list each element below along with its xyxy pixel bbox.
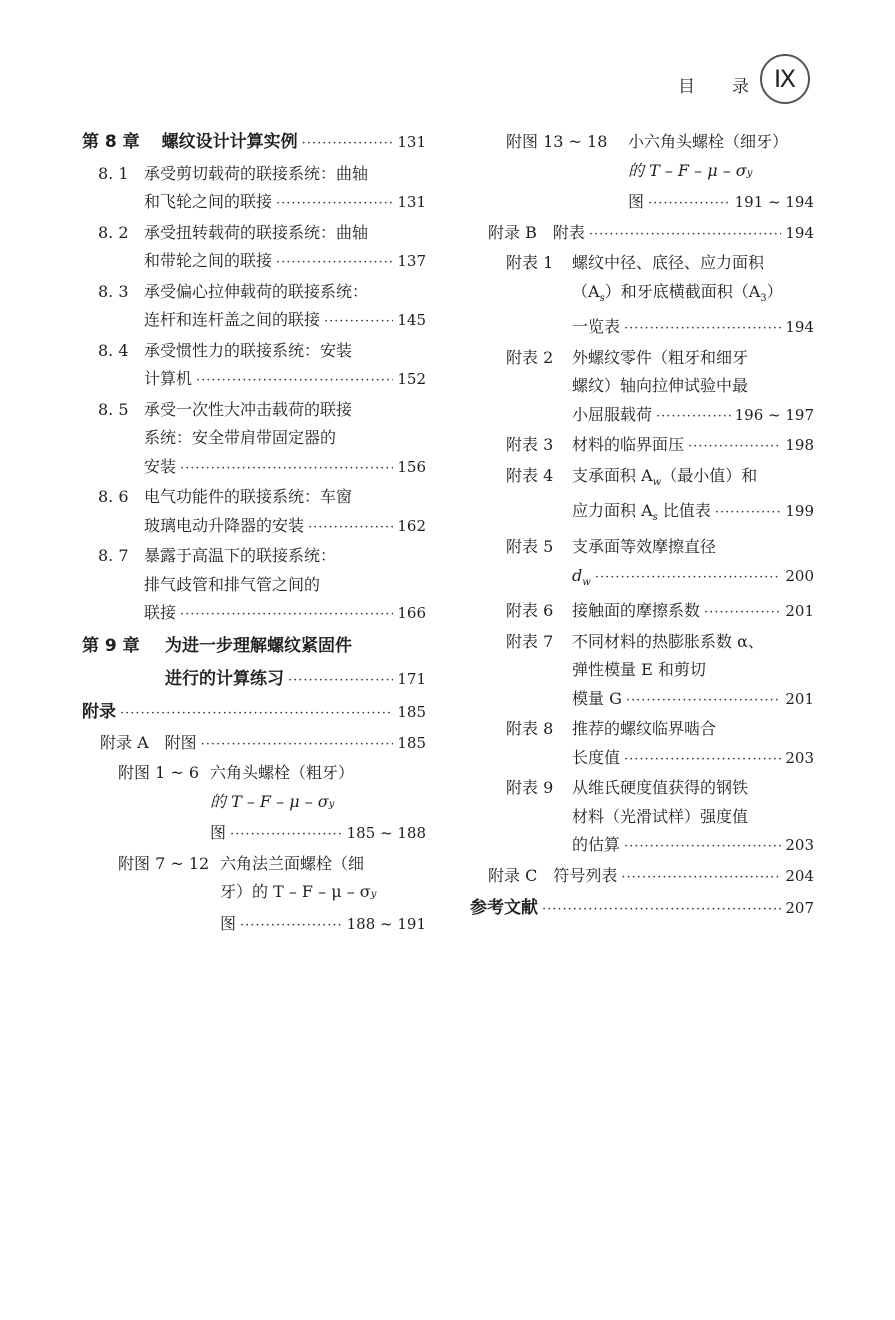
page-ref: 203 <box>785 748 814 767</box>
section-title-line: 玻璃电动升降器的安装 <box>144 515 305 535</box>
table-number: 附表 1 <box>506 253 554 272</box>
appendix-title: 附录 <box>82 701 116 722</box>
section-number: 8. 3 <box>98 281 129 301</box>
chapter-number: 第 9 章 <box>82 635 140 656</box>
leader-dots <box>624 746 781 775</box>
leader-dots <box>704 599 781 628</box>
page-ref: 166 <box>397 604 426 622</box>
toc-table-5[interactable] <box>470 533 814 597</box>
page-ref: 145 <box>397 311 426 329</box>
figure-title-line: 小六角头螺栓（细牙） <box>628 132 789 151</box>
figure-title-line: 的 T – F – μ – σ <box>628 160 747 180</box>
toc-table-7[interactable] <box>470 628 814 716</box>
leader-dots <box>288 664 393 697</box>
page-ref: 162 <box>397 516 426 535</box>
section-title-line: 计算机 <box>144 369 193 388</box>
figure-title-line: 图 <box>210 823 227 842</box>
page-ref: 137 <box>397 252 426 270</box>
figure-range: 附图 1 ~ 6 <box>118 763 200 782</box>
page-ref: 185 <box>397 733 426 752</box>
toc-section-8-7[interactable] <box>82 542 426 630</box>
figure-title-line: 六角头螺栓（粗牙） <box>210 763 355 782</box>
page-ref: 185 ~ 188 <box>346 824 426 842</box>
toc-section-8-6[interactable] <box>82 483 426 542</box>
toc-figures-13-18[interactable] <box>470 128 814 219</box>
table-title-line: 的估算 <box>572 835 621 855</box>
toc-table-9[interactable] <box>470 774 814 862</box>
page-ref: 194 <box>785 223 814 242</box>
leader-dots <box>180 601 393 630</box>
table-title-line: 材料的临界面压 <box>572 435 685 455</box>
page-ref: 201 <box>785 689 814 708</box>
page-ref: 200 <box>785 566 814 585</box>
toc-section-8-5[interactable] <box>82 396 426 484</box>
section-title-line: 联接 <box>144 603 177 622</box>
toc-appendix[interactable] <box>82 697 426 729</box>
subscript: y <box>746 167 753 179</box>
page-ref: 194 <box>785 318 814 337</box>
toc-section-8-2[interactable] <box>82 219 426 278</box>
figure-title-line: 图 <box>628 192 645 211</box>
subscript: w <box>652 476 662 488</box>
leader-dots <box>715 499 781 528</box>
section-number: 8. 7 <box>98 546 129 565</box>
subscript: s <box>652 512 658 524</box>
toc-appendix-c[interactable] <box>470 862 814 893</box>
table-title-line: 螺纹中径、底径、应力面积 <box>572 253 765 272</box>
toc-appendix-a[interactable] <box>82 729 426 760</box>
references-title: 参考文献 <box>470 898 538 919</box>
section-title-line: 和飞轮之间的联接 <box>144 192 273 211</box>
table-title-line: 长度值 <box>572 747 621 767</box>
subscript: w <box>582 576 591 588</box>
toc-chapter-9[interactable] <box>82 630 426 697</box>
toc-figures-7-12[interactable] <box>82 850 426 941</box>
leader-dots <box>180 455 393 484</box>
table-title-line: 小屈服载荷 <box>572 404 653 424</box>
section-number: 8. 1 <box>98 163 129 183</box>
page-ref: 204 <box>785 866 814 885</box>
leader-dots <box>621 864 781 893</box>
table-title-part: d <box>572 565 583 585</box>
section-number: 8. 6 <box>98 487 129 506</box>
page-ref: 131 <box>397 133 426 151</box>
table-number: 附表 5 <box>506 537 554 557</box>
table-number: 附表 4 <box>506 465 554 485</box>
leader-dots <box>230 821 343 850</box>
section-title-line: 连杆和连杆盖之间的联接 <box>144 310 321 329</box>
page-ref: 207 <box>785 899 814 918</box>
table-title-line: 弹性模量 E 和剪切 <box>572 660 706 680</box>
toc-right-column <box>470 128 814 926</box>
table-title-part: ） <box>766 281 783 301</box>
table-title-line: 一览表 <box>572 317 621 337</box>
toc-section-8-1[interactable] <box>82 160 426 219</box>
chapter-number: 第 8 章 <box>82 132 140 152</box>
toc-table-2[interactable] <box>470 344 814 432</box>
leader-dots <box>542 894 781 926</box>
toc-figures-1-6[interactable] <box>82 759 426 850</box>
figure-title-line: 牙）的 T – F – μ – σ <box>220 882 371 901</box>
appendix-c-title: 附录 C 符号列表 <box>488 865 618 885</box>
leader-dots <box>624 315 781 344</box>
page-ref: 201 <box>785 602 814 621</box>
table-title-part: 支承面积 A <box>572 465 653 485</box>
table-title-line: 从维氏硬度值获得的钢铁 <box>572 778 749 798</box>
leader-dots <box>595 564 782 593</box>
toc-table-1[interactable] <box>470 249 814 344</box>
page-ref: 203 <box>785 836 814 855</box>
chapter-title-line: 进行的计算练习 <box>165 668 284 689</box>
table-title-part: ）和牙底横截面积（A <box>604 281 761 301</box>
page-ref: 156 <box>397 457 426 476</box>
leader-dots <box>626 687 781 716</box>
leader-dots <box>276 190 393 219</box>
leader-dots <box>196 367 393 396</box>
section-number: 8. 2 <box>98 222 129 242</box>
subscript: s <box>599 292 605 304</box>
section-title-line: 承受剪切载荷的联接系统：曲轴 <box>144 163 369 183</box>
table-title-line: 外螺纹零件（粗牙和细牙 <box>572 347 749 367</box>
section-title-line: 排气歧管和排气管之间的 <box>144 574 321 594</box>
page-ref: 199 <box>785 502 814 521</box>
leader-dots <box>324 308 393 337</box>
subscript: y <box>328 798 335 810</box>
table-title-line: 材料（光滑试样）强度值 <box>572 806 749 826</box>
toc-table-4[interactable] <box>470 462 814 533</box>
subscript: y <box>370 889 377 900</box>
table-title-line: 接触面的摩擦系数 <box>572 601 701 621</box>
section-number: 8. 5 <box>98 399 129 419</box>
figure-range: 附图 7 ~ 12 <box>118 853 210 873</box>
leader-dots <box>648 190 731 219</box>
header-char-lu: 录 <box>732 77 749 97</box>
table-number: 附表 6 <box>506 601 554 621</box>
leader-dots <box>120 698 393 729</box>
table-title-line: 支承面等效摩擦直径 <box>572 537 717 557</box>
table-number: 附表 7 <box>506 631 554 651</box>
figure-title-line: 图 <box>220 913 237 933</box>
toc-appendix-b[interactable] <box>470 219 814 250</box>
appendix-b-title: 附录 B 附表 <box>488 222 585 242</box>
subscript: 3 <box>760 292 767 304</box>
leader-dots <box>240 912 343 941</box>
table-title-line: 螺纹）轴向拉伸试验中最 <box>572 376 749 396</box>
chapter-title-line: 为进一步理解螺纹紧固件 <box>165 635 352 656</box>
figure-title-line: 六角法兰面螺栓（细 <box>220 853 365 873</box>
table-title-line: 推荐的螺纹临界啮合 <box>572 719 717 739</box>
page-ref: 188 ~ 191 <box>346 914 426 933</box>
leader-dots <box>688 433 781 462</box>
page-ref: 171 <box>397 669 426 688</box>
toc-table-8[interactable] <box>470 715 814 774</box>
table-title-part: （A <box>572 281 600 301</box>
toc-left-column <box>82 128 426 940</box>
page-ref: 131 <box>397 193 426 211</box>
section-title-line: 承受偏心拉伸载荷的联接系统： <box>144 281 369 301</box>
leader-dots <box>589 221 782 250</box>
toc-chapter-8[interactable] <box>82 128 426 159</box>
chapter-title: 螺纹设计计算实例 <box>161 132 298 152</box>
table-title-part: 应力面积 A <box>572 501 653 521</box>
section-title-line: 系统：安全带肩带固定器的 <box>144 428 337 447</box>
section-title-line: 安装 <box>144 456 177 476</box>
leader-dots <box>624 833 781 862</box>
toc-table-6[interactable] <box>470 597 814 628</box>
section-title-line: 承受一次性大冲击载荷的联接 <box>144 399 353 419</box>
page-ref: 196 ~ 197 <box>734 405 814 424</box>
leader-dots <box>302 130 394 159</box>
page-ref: 198 <box>785 436 814 455</box>
section-number: 8. 4 <box>98 340 129 360</box>
leader-dots <box>656 403 731 432</box>
figure-range: 附图 13 ~ 18 <box>506 132 608 151</box>
table-title-line: 不同材料的热膨胀系数 α、 <box>572 631 764 651</box>
table-number: 附表 8 <box>506 719 554 739</box>
header-char-mu: 目 <box>678 77 695 97</box>
section-title-line: 暴露于高温下的联接系统： <box>144 546 337 565</box>
section-title-line: 承受扭转载荷的联接系统：曲轴 <box>144 222 369 242</box>
page-number-badge <box>760 54 810 104</box>
table-number: 附表 9 <box>506 778 554 798</box>
leader-dots <box>308 514 393 543</box>
table-number: 附表 3 <box>506 435 554 455</box>
toc-references[interactable] <box>470 892 814 926</box>
toc-section-8-4[interactable] <box>82 337 426 396</box>
table-title-part: 比值表 <box>657 501 711 521</box>
page-ref: 191 ~ 194 <box>734 193 814 211</box>
appendix-a-title: 附录 A 附图 <box>100 732 197 752</box>
toc-table-3[interactable] <box>470 431 814 462</box>
section-title-line: 和带轮之间的联接 <box>144 251 273 270</box>
table-title-line: 模量 G <box>572 688 622 708</box>
toc-section-8-3[interactable] <box>82 278 426 337</box>
table-number: 附表 2 <box>506 347 554 367</box>
leader-dots <box>276 249 393 278</box>
figure-title-line: 的 T – F – μ – σ <box>210 791 329 811</box>
page-ref: 152 <box>397 370 426 388</box>
page-ref: 185 <box>397 702 426 721</box>
table-title-part: （最小值）和 <box>661 465 758 485</box>
section-title-line: 承受惯性力的联接系统：安装 <box>144 340 353 360</box>
section-title-line: 电气功能件的联接系统：车窗 <box>144 487 353 506</box>
page-number-roman: Ⅸ <box>773 65 797 93</box>
leader-dots <box>201 731 394 760</box>
